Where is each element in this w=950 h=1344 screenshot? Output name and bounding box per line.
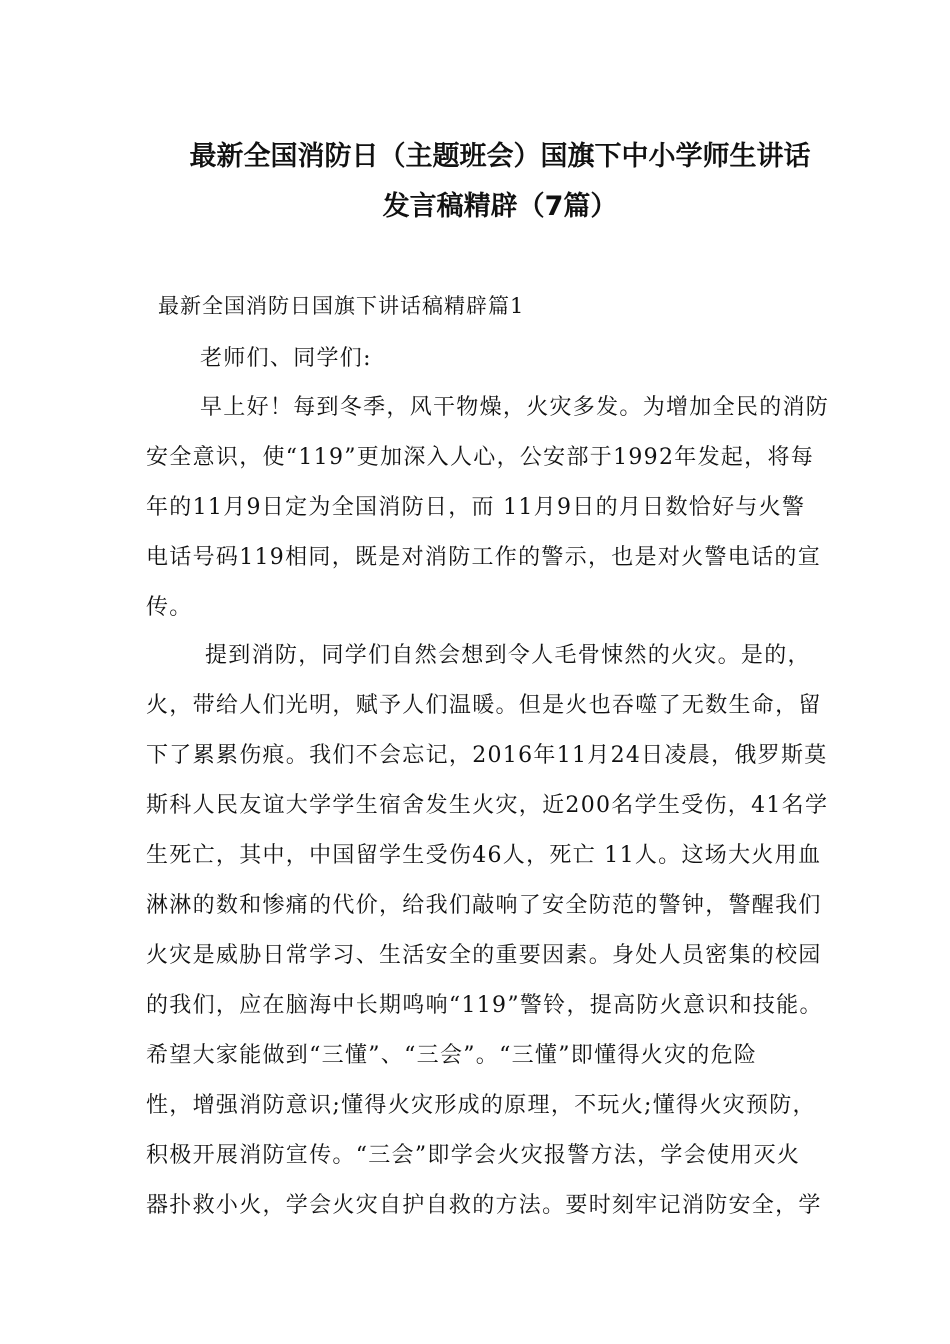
paragraph-2-line: 的我们，应在脑海中长期鸣响“119”警铃，提高防火意识和技能。 xyxy=(146,993,823,1018)
document-title-line-2: 发言稿精辟（7篇） xyxy=(382,191,618,222)
paragraph-2-line: 斯科人民友谊大学学生宿舍发生火灾，近200名学生受伤，41名学 xyxy=(146,793,829,818)
paragraph-2-line: 火灾是威胁日常学习、生活安全的重要因素。身处人员密集的校园 xyxy=(146,943,822,968)
paragraph-2-line: 火，带给人们光明，赋予人们温暖。但是火也吞噬了无数生命，留 xyxy=(146,693,822,718)
paragraph-2-line: 淋淋的数和惨痛的代价，给我们敲响了安全防范的警钟，警醒我们 xyxy=(146,893,822,918)
paragraph-2-line: 希望大家能做到“三懂”、“三会”。“三懂”即懂得火灾的危险 xyxy=(146,1043,758,1068)
paragraph-1-line: 电话号码119相同，既是对消防工作的警示，也是对火警电话的宣 xyxy=(146,545,821,570)
paragraph-2-line: 生死亡，其中，中国留学生受伤46人，死亡 11人。这场大火用血 xyxy=(146,843,822,868)
paragraph-2-line: 积极开展消防宣传。“三会”即学会火灾报警方法，学会使用灭火 xyxy=(146,1143,801,1168)
paragraph-1-line: 年的11月9日定为全国消防日，而 11月9日的月日数恰好与火警 xyxy=(146,495,806,520)
paragraph-1-line: 早上好！每到冬季，风干物燥，火灾多发。为增加全民的消防 xyxy=(200,395,830,420)
paragraph-2-line: 提到消防，同学们自然会想到令人毛骨悚然的火灾。是的， xyxy=(205,643,811,668)
paragraph-2-line: 性，增强消防意识;懂得火灾形成的原理，不玩火;懂得火灾预防， xyxy=(146,1093,816,1118)
section-heading: 最新全国消防日国旗下讲话稿精辟篇1 xyxy=(158,294,525,318)
paragraph-1-line: 安全意识，使“119”更加深入人心，公安部于1992年发起，将每 xyxy=(146,445,815,470)
paragraph-2-line: 器扑救小火，学会火灾自护自救的方法。要时刻牢记消防安全，学 xyxy=(146,1193,822,1218)
paragraph-1-line: 传。 xyxy=(146,595,193,620)
salutation: 老师们、同学们: xyxy=(200,346,372,371)
document-title-line-1: 最新全国消防日（主题班会）国旗下中小学师生讲话 xyxy=(189,141,811,172)
paragraph-2-line: 下了累累伤痕。我们不会忘记，2016年11月24日凌晨，俄罗斯莫 xyxy=(146,743,828,768)
